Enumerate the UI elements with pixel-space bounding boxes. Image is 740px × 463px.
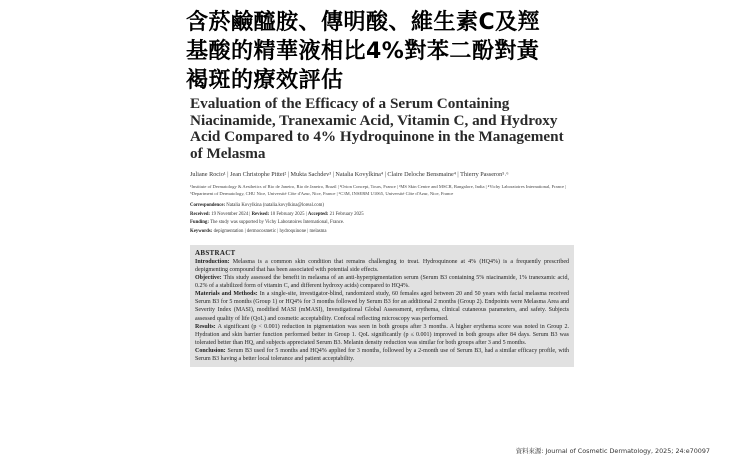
dates-line: Received: 19 November 2024 | Revised: 10 February 2025 | Accepted: 21 February 2025: [190, 211, 364, 217]
headline: [186, 8, 606, 95]
correspondence-label: Correspondence:: [190, 203, 226, 209]
abstract-box: [190, 245, 574, 367]
accepted-label: Accepted:: [307, 211, 329, 217]
conclusion-label: Conclusion:: [195, 347, 226, 354]
keywords-line: [190, 228, 574, 237]
introduction-label: Introduction:: [195, 259, 230, 266]
methods-label: Materials and Methods:: [195, 291, 258, 298]
abstract-introduction: [195, 258, 569, 274]
affiliations: ¹Institute of Dermatology & Aesthetics of Rio de Janeiro, Rio de Janeiro, Brazil | ²Orion Concept, Tours, France | ³MS Skin Centre and MSCR, Bangalore, India | ⁴Vichy Laboratoires International, France | ⁵Department of Dermatology, CHU Nice, Université Côte d'Azur, Nice, France | ⁶C3M, INSERM U1065, Université Côte d'Azur, Nice, France: [190, 184, 567, 196]
correspondence-line: [190, 202, 574, 211]
headline-line-3: 褐斑的療效評估: [186, 68, 344, 93]
keywords-text: depigmentation | dermocosmetic | hydroquinone | melasma: [213, 228, 327, 234]
correspondence-text: Natalia Kovylkina (natalia.kovylkina@loreal.com): [226, 203, 324, 209]
abstract-objective: [195, 274, 569, 290]
introduction-text: Melasma is a common skin condition that remains challenging to treat. Hydroquinone at 4% (HQ4%) is a frequently prescribed depigmenting compound that has been associated with potential side effects.: [195, 259, 570, 274]
headline-line-1: 含菸鹼醯胺、傳明酸、維生素C及羥: [186, 10, 541, 35]
results-label: Results:: [195, 323, 216, 330]
paper-title: Evaluation of the Efficacy of a Serum Containing Niacinamide, Tranexamic Acid, Vitamin C, and Hydroxy Acid Compared to 4% Hydroquinone in the Management of Melasma: [190, 95, 564, 162]
abstract-results: [195, 323, 569, 347]
funding-line: [190, 219, 574, 228]
results-text: A significant (p < 0.001) reduction in pigmentation was seen in both groups after 3 months. A higher erythema score was noted in Group 2. Hydration and skin barrier function performed better in Group 1. QoL significantly (p ≤ 0.001) improved in both groups after 84 days. Serum B3 was tolerated better than HQ, and subjects appreciated Serum B3. Melanin density reduction was similar for both groups after 3 and 5 months.: [195, 323, 569, 346]
objective-label: Objective:: [195, 275, 222, 282]
author-list: Juliane Rocio¹ | Jean Christophe Pittet² | Mukta Sachdev³ | Natalia Kovylkina⁴ | Claire Deloche Bensmaine⁴ | Thierry Passeron⁵˒⁶: [190, 171, 509, 179]
received-label: Received:: [190, 211, 210, 217]
abstract-conclusion: [195, 347, 569, 363]
methods-text: In a single-site, investigator-blind, randomized study, 60 females aged between 20 and 50 years with facial melasma received Serum B3 for 5 months (Group 1) or HQ4% for 3 months followed by Serum B3 for an additional 2 months (Group 2). Endpoints were Melasma Area and Severity Index (MASI), modified MASI (mMASI), Investigational Global Assessment, erythema, clinical cutaneous parameters, and safety. Subjects assessed quality of life (QoL) and cosmetic acceptability. Confocal reflecting microscopy was performed.: [195, 291, 569, 322]
paper-excerpt: [190, 96, 574, 367]
revised-date: 10 February 2025: [270, 211, 305, 217]
headline-line-2: 基酸的精華液相比4%對苯二酚對黃: [186, 39, 540, 64]
received-date: 19 November 2024: [211, 211, 249, 217]
revised-label: Revised:: [251, 211, 270, 217]
funding-text: The study was supported by Vichy Laboratoires International, France.: [210, 220, 345, 226]
abstract-methods: [195, 290, 569, 322]
conclusion-text: Serum B3 used for 5 months and HQ4% applied for 3 months, followed by a 2-month use of Serum B3, had a similar efficacy profile, with Serum B3 having a better local tolerance and patient acceptability.: [195, 347, 570, 362]
funding-label: Funding:: [190, 220, 209, 226]
accepted-date: 21 February 2025: [329, 211, 364, 217]
abstract-heading: ABSTRACT: [195, 249, 236, 258]
keywords-label: Keywords:: [190, 228, 213, 234]
source-citation: 資料來源: Journal of Cosmetic Dermatology, 2025; 24:e70097: [515, 447, 710, 455]
objective-text: This study assessed the benefit in melasma of an anti-hyperpigmentation serum (Serum B3 containing 5% niacinamide, 1% tranexamic acid, 0.2% of a stabilized form of vitamin C, and different hydroxy acids) compared to HQ4%.: [195, 275, 569, 290]
